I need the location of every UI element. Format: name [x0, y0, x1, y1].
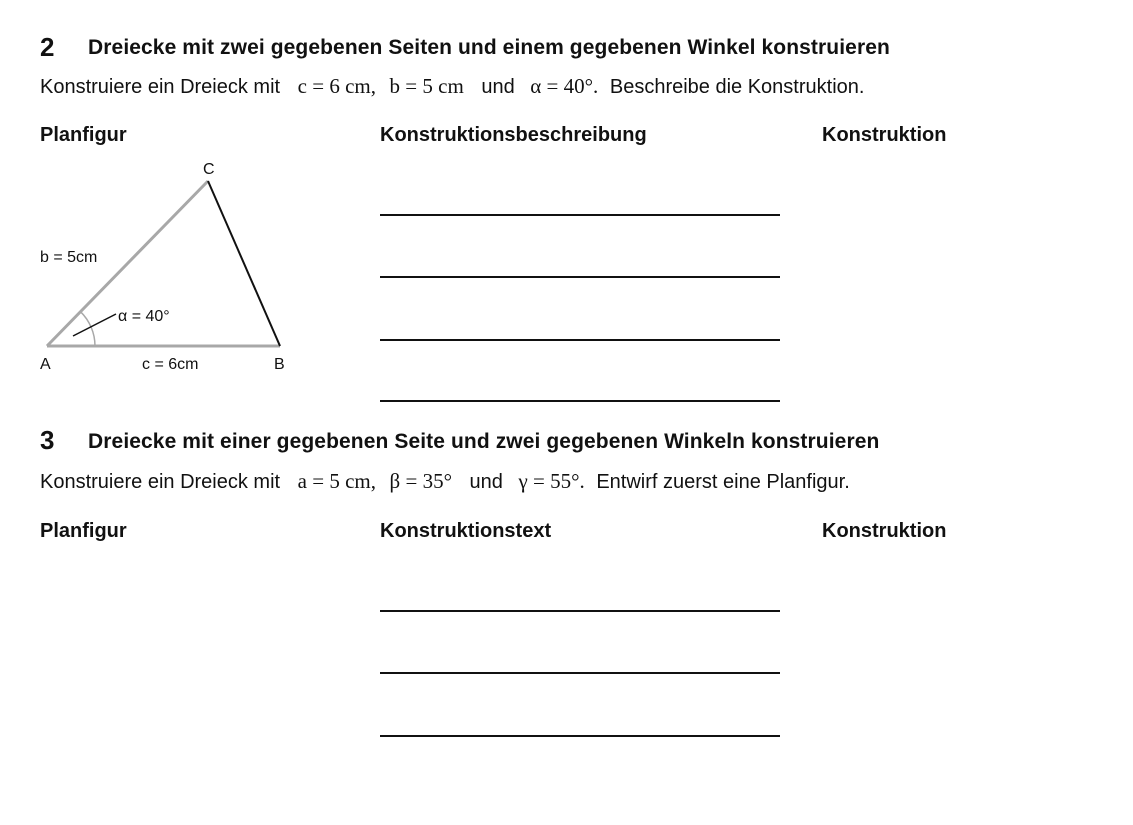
given-angle-alpha: α = 40°.: [530, 74, 599, 98]
task-3-intro-prefix: Konstruiere ein Dreieck mit: [40, 471, 281, 493]
answer-line-2-4[interactable]: [380, 400, 780, 402]
answer-line-3-2[interactable]: [380, 672, 780, 674]
task-2-heading-konstruktion: Konstruktion: [822, 124, 947, 146]
task-3-number: 3: [40, 425, 55, 455]
answer-line-3-1[interactable]: [380, 610, 780, 612]
side-a-line: [208, 181, 280, 346]
task-2-intro-suffix: Beschreibe die Konstruktion.: [609, 76, 865, 98]
given-side-c: c = 6 cm,: [297, 74, 376, 98]
answer-line-2-3[interactable]: [380, 339, 780, 341]
angle-alpha-label: α = 40°: [118, 308, 170, 325]
task-3-heading-konstruktion: Konstruktion: [822, 520, 947, 542]
task-3-heading-planfigur: Planfigur: [40, 520, 127, 542]
answer-line-3-3[interactable]: [380, 735, 780, 737]
task-3-title: Dreiecke mit einer gegebenen Seite und zwei gegebenen Winkeln konstruieren: [88, 430, 880, 453]
given-side-b: b = 5 cm: [389, 74, 464, 98]
und-word-3: und: [469, 471, 503, 493]
task-3-heading-text: Konstruktionstext: [380, 520, 552, 542]
given-angle-gamma: γ = 55°.: [518, 469, 585, 493]
und-word: und: [481, 76, 515, 98]
task-3-intro-suffix: Entwirf zuerst eine Planfigur.: [596, 471, 850, 493]
task-2-intro-prefix: Konstruiere ein Dreieck mit: [40, 76, 281, 98]
angle-alpha-pointer: [73, 314, 116, 336]
answer-line-2-2[interactable]: [380, 276, 780, 278]
vertex-c-label: C: [203, 161, 215, 178]
vertex-a-label: A: [40, 356, 51, 373]
given-side-a: a = 5 cm,: [297, 469, 376, 493]
task-2-title: Dreiecke mit zwei gegebenen Seiten und einem gegebenen Winkel konstruieren: [88, 36, 890, 59]
task-2-heading-planfigur: Planfigur: [40, 124, 127, 146]
task-2-instruction: [40, 74, 864, 99]
task-3-instruction: [40, 469, 850, 494]
side-c-label: c = 6cm: [142, 356, 199, 373]
given-angle-beta: β = 35°: [389, 469, 452, 493]
vertex-b-label: B: [274, 356, 285, 373]
task-2-heading-beschreibung: Konstruktionsbeschreibung: [380, 124, 647, 146]
planfigur-triangle: [0, 150, 340, 390]
task-2-number: 2: [40, 32, 55, 62]
answer-line-2-1[interactable]: [380, 214, 780, 216]
side-b-label: b = 5cm: [40, 249, 98, 266]
